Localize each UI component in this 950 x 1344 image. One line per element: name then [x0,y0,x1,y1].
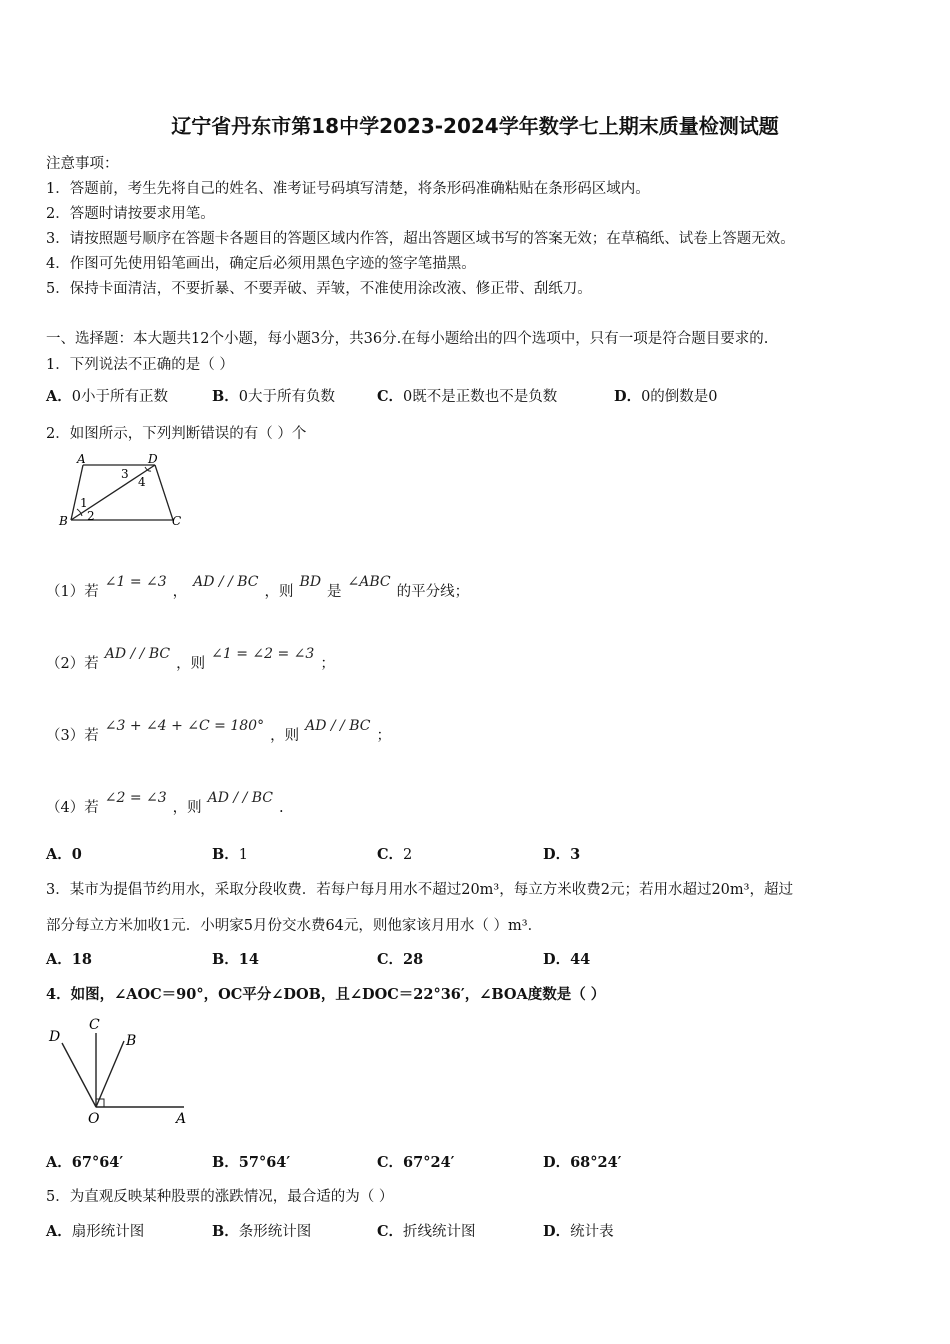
angle-3-label: 3 [121,467,129,481]
trapezoid-figure [55,450,205,535]
notice-item: 5．保持卡面清洁，不要折暴、不要弄破、弄皱，不准使用涂改液、修正带、刮纸刀。 [46,281,592,297]
ray-d-label: D [49,1029,61,1045]
option-d: D．44 [543,951,591,968]
option-b: B．0大于所有负数 [212,388,335,405]
ray-b-label: B [126,1033,137,1049]
section-heading: 一、选择题：本大题共12个小题，每小题3分，共36分.在每小题给出的四个选项中，只有一项是符合题目要求的. [46,331,769,347]
notice-item: 2．答题时请按要求用笔。 [46,206,215,222]
notice-heading: 注意事项： [46,156,119,172]
option-a: A．67°64′ [46,1154,124,1171]
option-c: C．67°24′ [377,1154,455,1171]
question-3-line-1: 3．某市为提倡节约用水，采取分段收费．若每户每月用水不超过20m³，每立方米收费2元；若用水超过20m³，超过 [46,882,793,898]
angle-figure [44,1015,204,1130]
statement-2: （2）若AD / / BC，则∠1 = ∠2 = ∠3； [46,646,335,672]
option-a: A．18 [46,951,92,968]
option-a: A．0 [46,846,82,863]
angle-1-label: 1 [80,496,88,510]
point-c-label: C [172,514,182,528]
option-b: B．条形统计图 [212,1223,312,1240]
option-b: B．1 [212,846,248,863]
ray-a-label: A [176,1111,187,1127]
option-a: A．0小于所有正数 [46,388,168,405]
notice-item: 1．答题前，考生先将自己的姓名、准考证号码填写清楚，将条形码准确粘贴在条形码区域内。 [46,181,650,197]
option-d: D．统计表 [543,1223,614,1240]
option-a: A．扇形统计图 [46,1223,145,1240]
question-1-stem: 1．下列说法不正确的是（ ） [46,357,234,373]
option-d: D．0的倒数是0 [614,388,718,405]
question-4-stem: 4．如图，∠AOC＝90°，OC平分∠DOB，且∠DOC＝22°36′，∠BOA度数是（ ） [46,986,606,1003]
angle-2-label: 2 [87,509,95,523]
option-b: B．57°64′ [212,1154,291,1171]
question-5-stem: 5．为直观反映某种股票的涨跌情况，最合适的为（ ） [46,1189,394,1205]
option-d: D．68°24′ [543,1154,622,1171]
notice-item: 3．请按照题号顺序在答题卡各题目的答题区域内作答，超出答题区域书写的答案无效；在草稿纸、试卷上答题无效。 [46,231,795,247]
page-title: 辽宁省丹东市第18中学2023-2024学年数学七上期末质量检测试题 [171,114,779,138]
option-c: C．2 [377,846,413,863]
point-b-label: B [59,514,68,528]
option-d: D．3 [543,846,581,863]
statement-1: （1）若∠1 = ∠3，AD / / BC，则BD是∠ABC的平分线； [46,574,470,600]
point-a-label: A [77,452,86,466]
notice-item: 4．作图可先使用铅笔画出，确定后必须用黑色字迹的签字笔描黑。 [46,256,476,272]
question-3-line-2: 部分每立方米加收1元．小明家5月份交水费64元，则他家该月用水（ ）m³． [46,918,543,934]
option-c: C．折线统计图 [377,1223,476,1240]
option-b: B．14 [212,951,259,968]
question-2-stem: 2．如图所示，下列判断错误的有（ ）个 [46,426,307,442]
ray-c-label: C [89,1017,100,1033]
statement-4: （4）若∠2 = ∠3，则AD / / BC. [46,790,284,816]
angle-4-label: 4 [138,475,146,489]
point-d-label: D [148,452,158,466]
origin-o-label: O [88,1111,100,1127]
statement-3: （3）若∠3 + ∠4 + ∠C = 180°，则AD / / BC； [46,718,391,744]
option-c: C．0既不是正数也不是负数 [377,388,558,405]
option-c: C．28 [377,951,424,968]
